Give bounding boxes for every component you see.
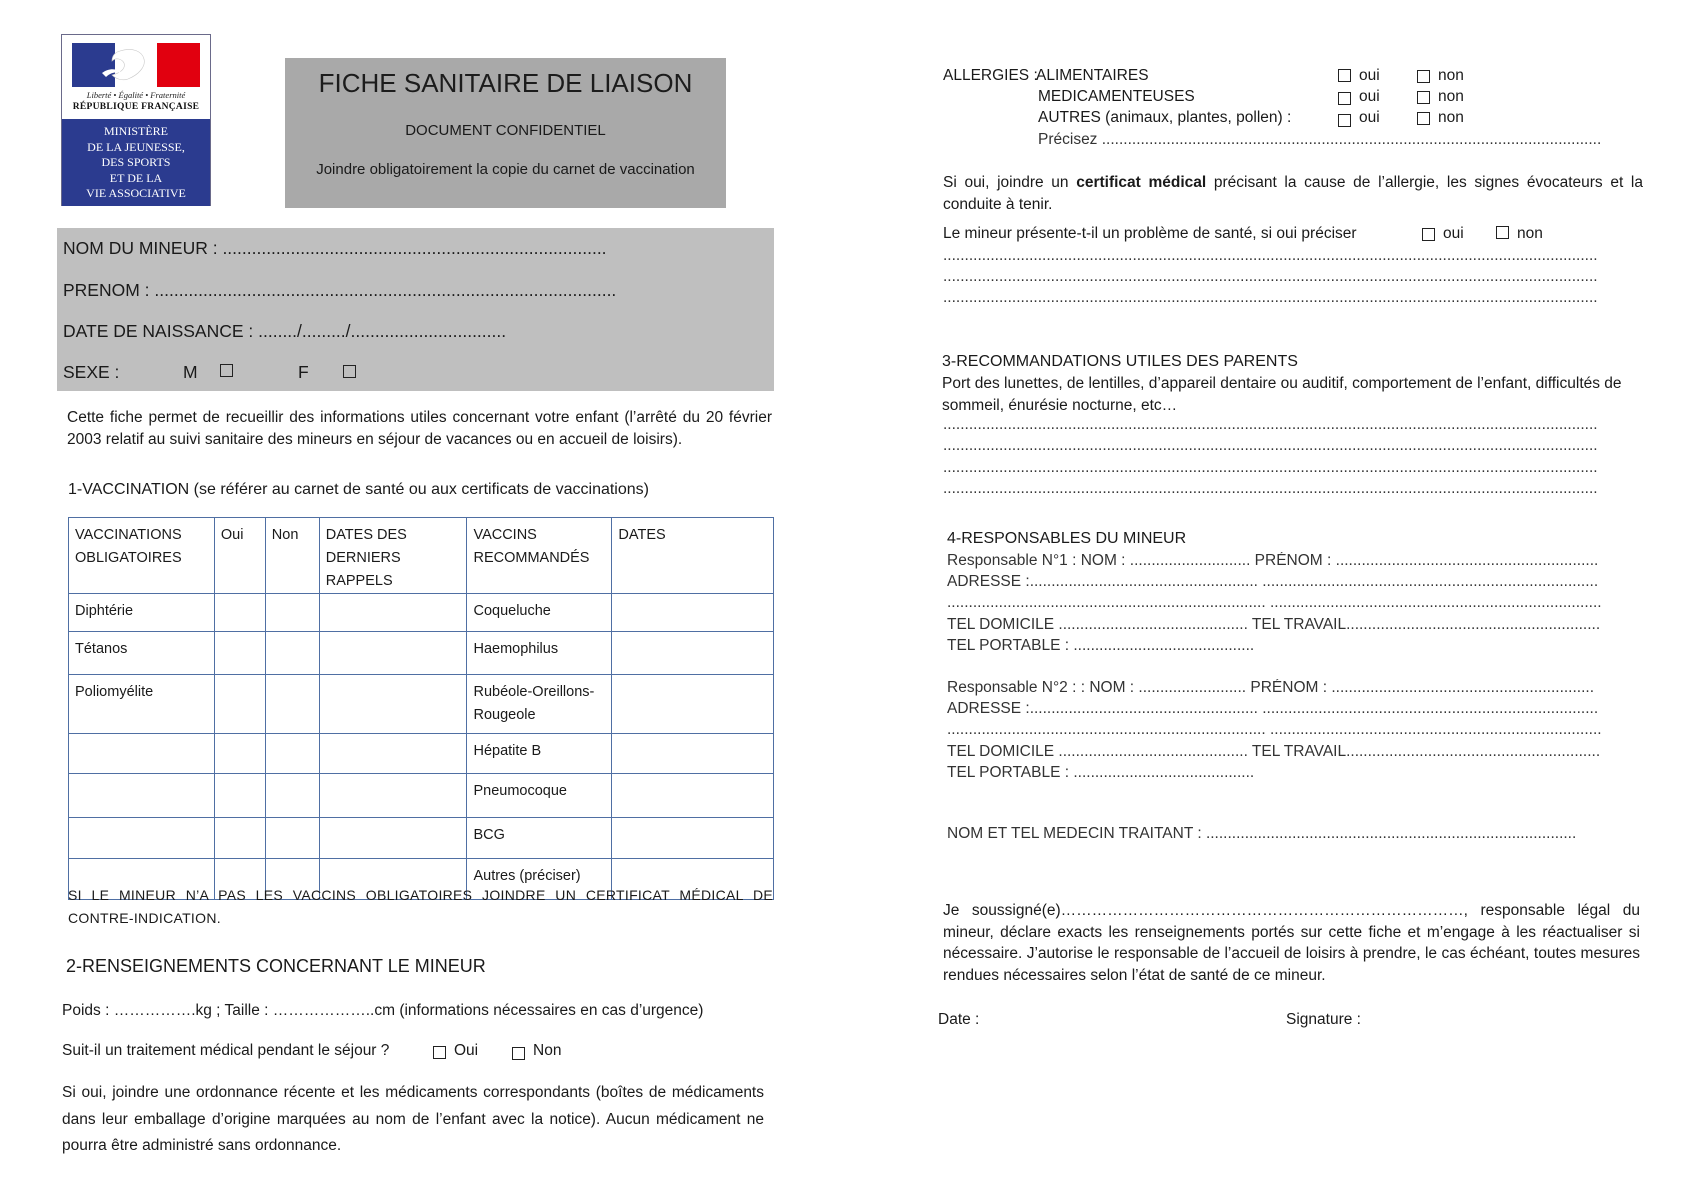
non-label: non (1438, 88, 1464, 105)
rappel-date-cell[interactable] (319, 675, 467, 734)
rappel-date-cell[interactable] (319, 774, 467, 818)
non-cell[interactable] (265, 675, 319, 734)
vaccine-obligatoire[interactable] (69, 818, 215, 859)
header-obligatoires: VACCINATIONS OBLIGATOIRES (69, 518, 215, 594)
non-cell[interactable] (265, 594, 319, 632)
date-label: Date : (938, 1011, 980, 1028)
table-row (69, 734, 774, 774)
oui-cell[interactable] (214, 734, 265, 774)
recommandations-text: Port des lunettes, de lentilles, d’appareil dentaire ou auditif, comportement de l’enfant, difficultés de sommeil, énurésie nocturne, etc… (942, 375, 1622, 414)
recommandations-line[interactable]: ........................................................................................................................................................ (943, 437, 1598, 454)
rappel-date-cell[interactable] (319, 632, 467, 675)
logo-motto: Liberté • Égalité • Fraternité (86, 90, 186, 100)
vaccine-obligatoire[interactable] (69, 734, 215, 774)
vaccination-note: SI LE MINEUR N’A PAS LES VACCINS OBLIGATOIRES JOINDRE UN CERTIFICAT MÉDICAL DE CONTRE-INDICATION. (68, 887, 773, 926)
vaccine-obligatoire: Tétanos (69, 632, 215, 675)
recommandations-heading: 3-RECOMMANDATIONS UTILES DES PARENTS (942, 353, 1298, 370)
logo-republic: RÉPUBLIQUE FRANÇAISE (72, 102, 200, 112)
responsable2-portable-field[interactable]: TEL PORTABLE : .......................................... (947, 764, 1255, 781)
vaccination-table (68, 517, 774, 900)
table-row (69, 774, 774, 818)
responsable2-adresse2-field[interactable]: .......................................................................... ............................................................................. (947, 721, 1602, 738)
date-cell[interactable] (612, 632, 774, 675)
rappel-date-cell[interactable] (319, 734, 467, 774)
vaccination-heading: 1-VACCINATION (se référer au carnet de santé ou aux certificats de vaccinations) (68, 481, 649, 498)
rappel-date-cell[interactable] (319, 818, 467, 859)
certificat-text: Si oui, joindre un certificat médical précisant la cause de l’allergie, les signes évocateurs et la conduite à tenir. (943, 174, 1643, 213)
date-cell[interactable] (612, 594, 774, 632)
logo-ministry: MINISTÈRE DE LA JEUNESSE, DES SPORTS ET DE LA VIE ASSOCIATIVE (62, 119, 210, 206)
non-cell[interactable] (265, 818, 319, 859)
signature-label: Signature : (1286, 1011, 1361, 1028)
probleme-line[interactable]: ........................................................................................................................................................ (943, 289, 1598, 306)
medicamenteuses-non-checkbox[interactable] (1417, 91, 1430, 104)
oui-label: oui (1443, 225, 1464, 242)
sexe-m-checkbox[interactable] (220, 364, 233, 377)
non-cell[interactable] (265, 734, 319, 774)
date-cell[interactable] (612, 818, 774, 859)
oui-label: oui (1359, 67, 1380, 84)
vaccine-recommande: Coqueluche (467, 594, 612, 632)
ordonnance-text: Si oui, joindre une ordonnance récente et les médicaments correspondants (boîtes de médicaments dans leur emballage d’origine marquées au nom de l’enfant avec la notice). Aucun médicament ne pourra être administré sans ordonnance. (62, 1084, 764, 1154)
nom-field[interactable]: NOM DU MINEUR : ............................................................................... (63, 238, 607, 258)
responsables-heading: 4-RESPONSABLES DU MINEUR (947, 530, 1187, 547)
non-cell[interactable] (265, 774, 319, 818)
date-cell[interactable] (612, 774, 774, 818)
traitement-oui-checkbox[interactable] (433, 1046, 446, 1059)
vaccine-obligatoire[interactable] (69, 774, 215, 818)
vaccine-recommande: Hépatite B (467, 734, 612, 774)
precisez-field[interactable]: Précisez .................................................................................................................... (1038, 131, 1602, 148)
allergie-medicamenteuses: MEDICAMENTEUSES (1038, 88, 1195, 105)
medicamenteuses-oui-checkbox[interactable] (1338, 92, 1351, 105)
confidential-label: DOCUMENT CONFIDENTIEL (405, 122, 606, 139)
alimentaires-oui-checkbox[interactable] (1338, 69, 1351, 82)
recommandations-line[interactable]: ........................................................................................................................................................ (943, 480, 1598, 497)
responsable2-nom-field[interactable]: Responsable N°2 : : NOM : ......................... PRÉNOM : ............................................................. (947, 679, 1595, 696)
naissance-field[interactable]: DATE DE NAISSANCE : ......../........./................................ (63, 321, 507, 341)
allergie-autres: AUTRES (animaux, plantes, pollen) : (1038, 109, 1292, 126)
sexe-m-label: M (183, 362, 198, 382)
date-cell[interactable] (612, 675, 774, 734)
header-recommandes: VACCINS RECOMMANDÉS (467, 518, 612, 594)
oui-cell[interactable] (214, 632, 265, 675)
sexe-f-label: F (298, 362, 309, 382)
oui-label: oui (1359, 109, 1380, 126)
header-oui: Oui (214, 518, 265, 594)
rappel-date-cell[interactable] (319, 594, 467, 632)
probleme-line[interactable]: ........................................................................................................................................................ (943, 268, 1598, 285)
alimentaires-non-checkbox[interactable] (1417, 70, 1430, 83)
responsable1-adresse2-field[interactable]: .......................................................................... ............................................................................. (947, 594, 1602, 611)
prenom-field[interactable]: PRENOM : ............................................................................................... (63, 280, 617, 300)
responsable2-adresse-field[interactable]: ADRESSE :..................................................... .............................................................................. (947, 700, 1599, 717)
vaccine-recommande: Pneumocoque (467, 774, 612, 818)
vaccine-recommande: Haemophilus (467, 632, 612, 675)
oui-cell[interactable] (214, 818, 265, 859)
traitement-non-label: Non (533, 1042, 562, 1059)
header-rappels: DATES DES DERNIERS RAPPELS (319, 518, 467, 594)
non-label: non (1438, 67, 1464, 84)
autres-oui-checkbox[interactable] (1338, 114, 1351, 127)
sexe-f-checkbox[interactable] (343, 365, 356, 378)
marianne-flag-icon (72, 43, 200, 87)
responsable2-tel-field[interactable]: TEL DOMICILE ............................................ TEL TRAVAIL........................................................... (947, 743, 1601, 760)
page-title: FICHE SANITAIRE DE LIAISON (318, 68, 693, 98)
table-row (69, 594, 774, 632)
renseignements-heading: 2-RENSEIGNEMENTS CONCERNANT LE MINEUR (66, 956, 486, 976)
recommandations-line[interactable]: ........................................................................................................................................................ (943, 459, 1598, 476)
table-row (69, 632, 774, 675)
oui-cell[interactable] (214, 594, 265, 632)
ministry-logo (61, 34, 211, 206)
header-dates: DATES (612, 518, 774, 594)
medecin-field[interactable]: NOM ET TEL MEDECIN TRAITANT : ...................................................................................... (947, 825, 1577, 842)
non-label: non (1438, 109, 1464, 126)
recommandations-line[interactable]: ........................................................................................................................................................ (943, 416, 1598, 433)
identity-box (57, 228, 774, 391)
responsable1-tel-field[interactable]: TEL DOMICILE ............................................ TEL TRAVAIL........................................................... (947, 616, 1601, 633)
responsable1-adresse-field[interactable]: ADRESSE :..................................................... .............................................................................. (947, 573, 1599, 590)
table-row (69, 675, 774, 734)
probleme-line[interactable]: ........................................................................................................................................................ (943, 247, 1598, 264)
table-header-row (69, 518, 774, 594)
probleme-sante-question: Le mineur présente-t-il un problème de santé, si oui préciser (943, 225, 1357, 242)
allergie-alimentaires: ALIMENTAIRES (1036, 67, 1149, 84)
responsable1-nom-field[interactable]: Responsable N°1 : NOM : ............................ PRÉNOM : ............................................................. (947, 552, 1599, 569)
title-box (285, 58, 726, 208)
probleme-non-checkbox[interactable] (1496, 226, 1509, 239)
traitement-question: Suit-il un traitement médical pendant le séjour ? (62, 1042, 390, 1059)
traitement-oui-label: Oui (454, 1042, 479, 1059)
vaccine-recommande: BCG (467, 818, 612, 859)
sexe-label: SEXE : (63, 362, 120, 382)
autres-non-checkbox[interactable] (1417, 112, 1430, 125)
vaccine-recommande: Rubéole-Oreillons-Rougeole (467, 675, 612, 734)
responsable1-portable-field[interactable]: TEL PORTABLE : .......................................... (947, 637, 1255, 654)
allergies-label: ALLERGIES : (943, 67, 1038, 84)
vaccine-obligatoire: Poliomyélite (69, 675, 215, 734)
probleme-oui-checkbox[interactable] (1422, 228, 1435, 241)
oui-cell[interactable] (214, 774, 265, 818)
non-cell[interactable] (265, 632, 319, 675)
traitement-non-checkbox[interactable] (512, 1047, 525, 1060)
oui-cell[interactable] (214, 675, 265, 734)
declaration-text: Je soussigné(e)……………………………………………………………………, responsable légal du mineur, déclare exacts les renseignements portés sur cette fiche et m’engage à les réactualiser si nécessaire. J’autorise le responsable de l’accueil de loisirs à prendre, le cas échéant, toutes mesures rendues nécessaires selon l’état de santé de ce mineur. (943, 902, 1640, 984)
vaccine-recommande: Autres (préciser) (467, 859, 612, 900)
non-label: non (1517, 225, 1543, 242)
table-row (69, 818, 774, 859)
poids-taille-field[interactable]: Poids : …………….kg ; Taille : ………………..cm (informations nécessaires en cas d’urgence) (62, 1002, 704, 1019)
date-cell[interactable] (612, 734, 774, 774)
intro-text: Cette fiche permet de recueillir des informations utiles concernant votre enfant (l’arrêté du 20 février 2003 relatif au suivi sanitaire des mineurs en séjour de vacances ou en accueil de loisirs). (67, 409, 772, 448)
vaccination-copy-instruction: Joindre obligatoirement la copie du carnet de vaccination (316, 161, 695, 178)
vaccine-obligatoire: Diphtérie (69, 594, 215, 632)
oui-label: oui (1359, 88, 1380, 105)
header-non: Non (265, 518, 319, 594)
